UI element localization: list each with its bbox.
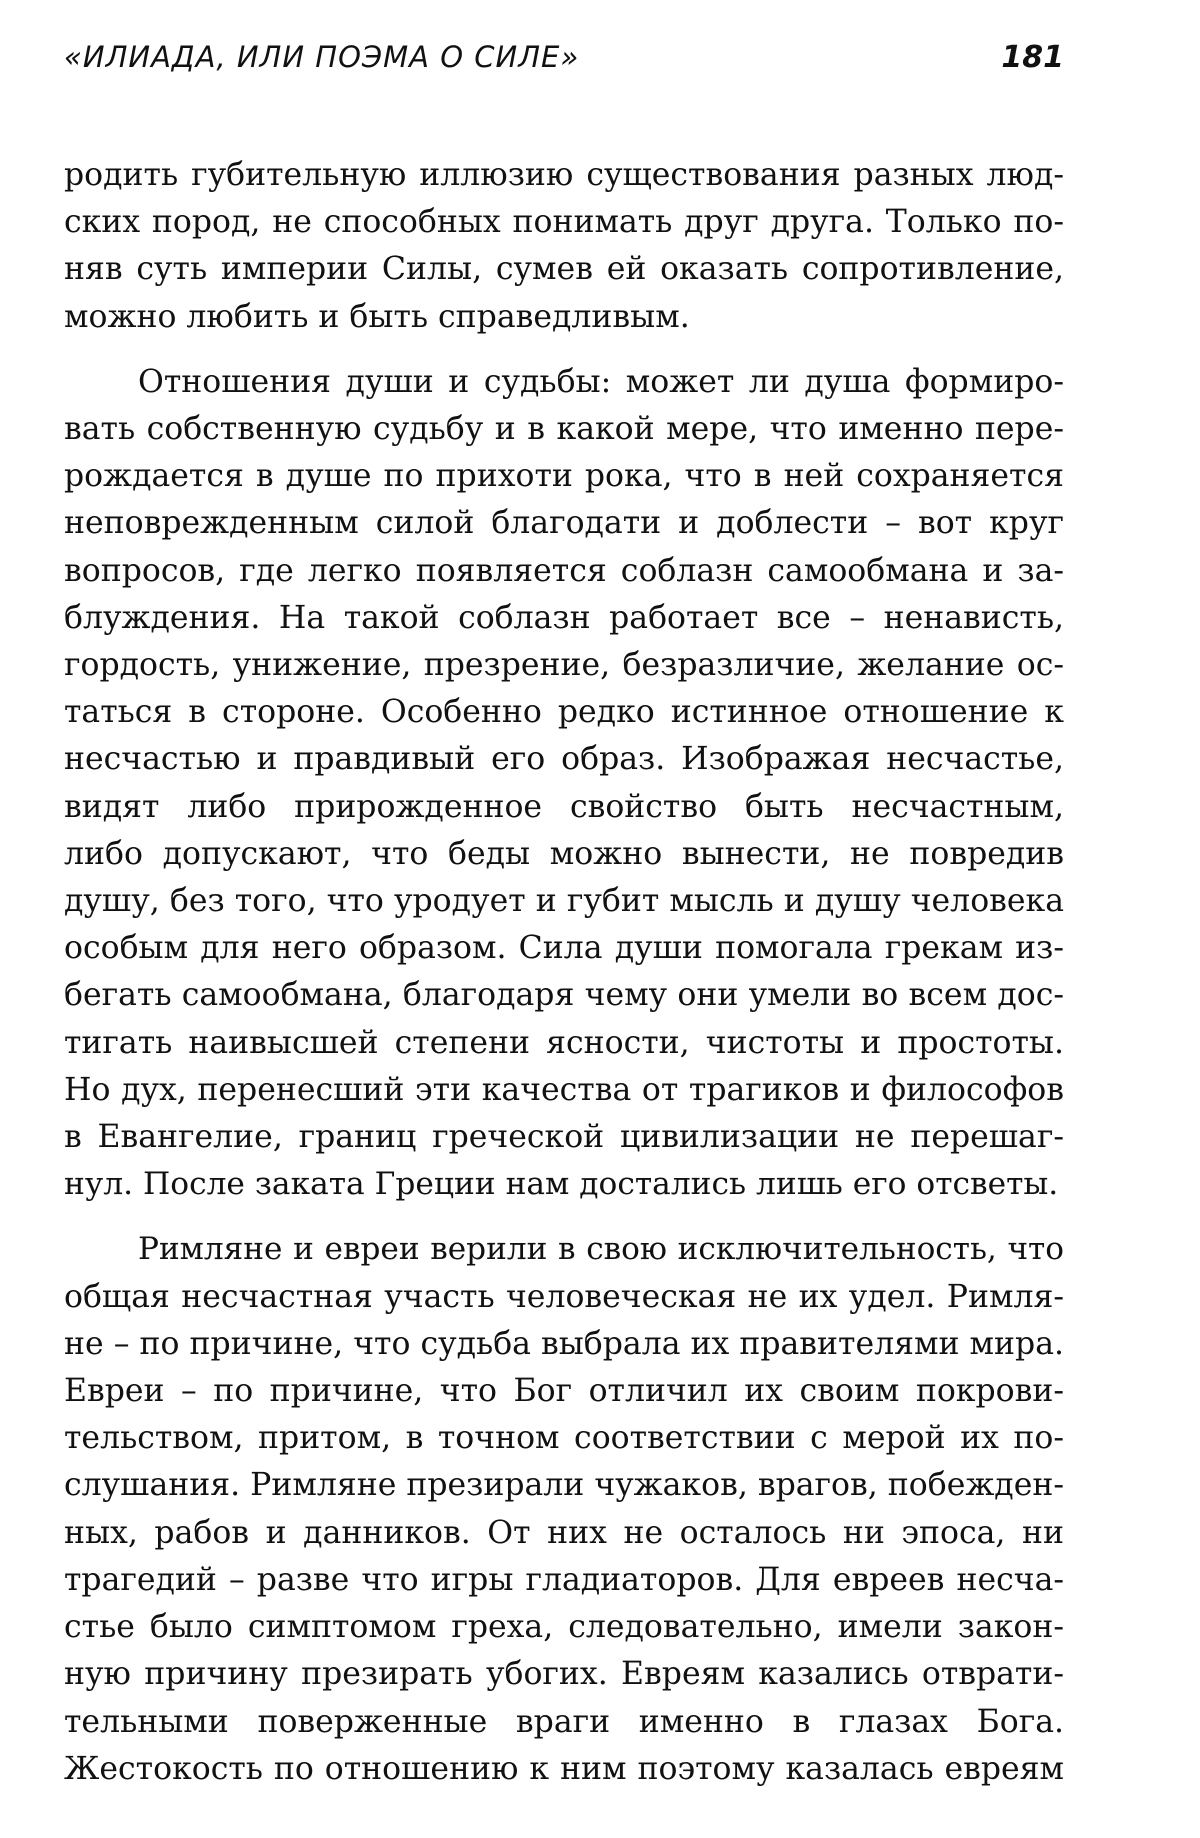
text-line: общая несчастная участь человеческая не их удел. Римля-: [64, 1278, 1064, 1315]
paragraph-3: [64, 1226, 1064, 1792]
book-page: [64, 40, 1064, 1793]
text-line: слушания. Римляне презирали чужаков, врагов, побежден-: [64, 1467, 1064, 1504]
text-line: стье было симптомом греха, следовательно, имели закон-: [64, 1609, 1064, 1646]
text-line: нул. После заката Греции нам достались лишь его отсветы.: [64, 1166, 1059, 1203]
text-line: вать собственную судьбу и в какой мере, что именно пере-: [64, 411, 1064, 448]
text-line: трагедий – разве что игры гладиаторов. Для евреев несча-: [64, 1561, 1064, 1598]
running-head: [64, 40, 1064, 102]
text-line: тельством, притом, в точном соответствии с мерой их по-: [64, 1420, 1064, 1457]
text-line: можно любить и быть справедливым.: [64, 298, 690, 335]
text-line: душу, без того, что уродует и губит мысль и душу человека: [64, 883, 1064, 920]
text-line: видят либо прирожденное свойство быть несчастным,: [64, 788, 1064, 825]
running-title: «ИЛИАДА, ИЛИ ПОЭМА О СИЛЕ»: [64, 40, 580, 74]
text-line: блуждения. На такой соблазн работает все – ненависть,: [64, 599, 1064, 636]
text-line: Римляне и евреи верили в свою исключительность, что: [138, 1231, 1064, 1268]
text-line: либо допускают, что беды можно вынести, не повредив: [64, 835, 1064, 872]
text-line: рождается в душе по прихоти рока, что в ней сохраняется: [64, 458, 1064, 495]
text-line: тельными поверженные враги именно в глазах Бога.: [64, 1703, 1064, 1740]
text-line: няв суть империи Силы, сумев ей оказать сопротивление,: [64, 251, 1064, 288]
text-line: Евреи – по причине, что Бог отличил их своим покрови-: [64, 1373, 1064, 1410]
text-line: Отношения души и судьбы: может ли душа формиро-: [138, 363, 1064, 400]
text-body: [64, 152, 1064, 1793]
text-line: гордость, унижение, презрение, безразличие, желание ос-: [64, 647, 1064, 684]
text-line: вопросов, где легко появляется соблазн самообмана и за-: [64, 552, 1064, 589]
text-line: бегать самообмана, благодаря чему они умели во всем дос-: [64, 977, 1064, 1014]
page-number: 181: [1001, 40, 1064, 75]
text-line: особым для него образом. Сила души помогала грекам из-: [64, 930, 1064, 967]
text-line: неповрежденным силой благодати и доблести – вот круг: [64, 505, 1064, 542]
paragraph-2: [64, 359, 1064, 1209]
text-line: в Евангелие, границ греческой цивилизации не перешаг-: [64, 1119, 1064, 1156]
text-line: таться в стороне. Особенно редко истинное отношение к: [64, 694, 1064, 731]
text-line: не – по причине, что судьба выбрала их правителями мира.: [64, 1325, 1064, 1362]
text-line: Жестокость по отношению к ним поэтому казалась евреям: [64, 1750, 1064, 1787]
text-line: родить губительную иллюзию существования разных люд-: [64, 157, 1064, 193]
text-line: ную причину презирать убогих. Евреям казались отврати-: [64, 1656, 1064, 1693]
text-line: ных, рабов и данников. От них не осталось ни эпоса, ни: [64, 1514, 1064, 1551]
text-line: ских пород, не способных понимать друг друга. Только по-: [64, 204, 1064, 241]
text-line: Но дух, перенесший эти качества от трагиков и философов: [64, 1071, 1064, 1108]
paragraph-1: [64, 152, 1064, 341]
text-line: несчастью и правдивый его образ. Изображая несчастье,: [64, 741, 1064, 778]
text-line: тигать наивысшей степени ясности, чистоты и простоты.: [64, 1024, 1064, 1061]
